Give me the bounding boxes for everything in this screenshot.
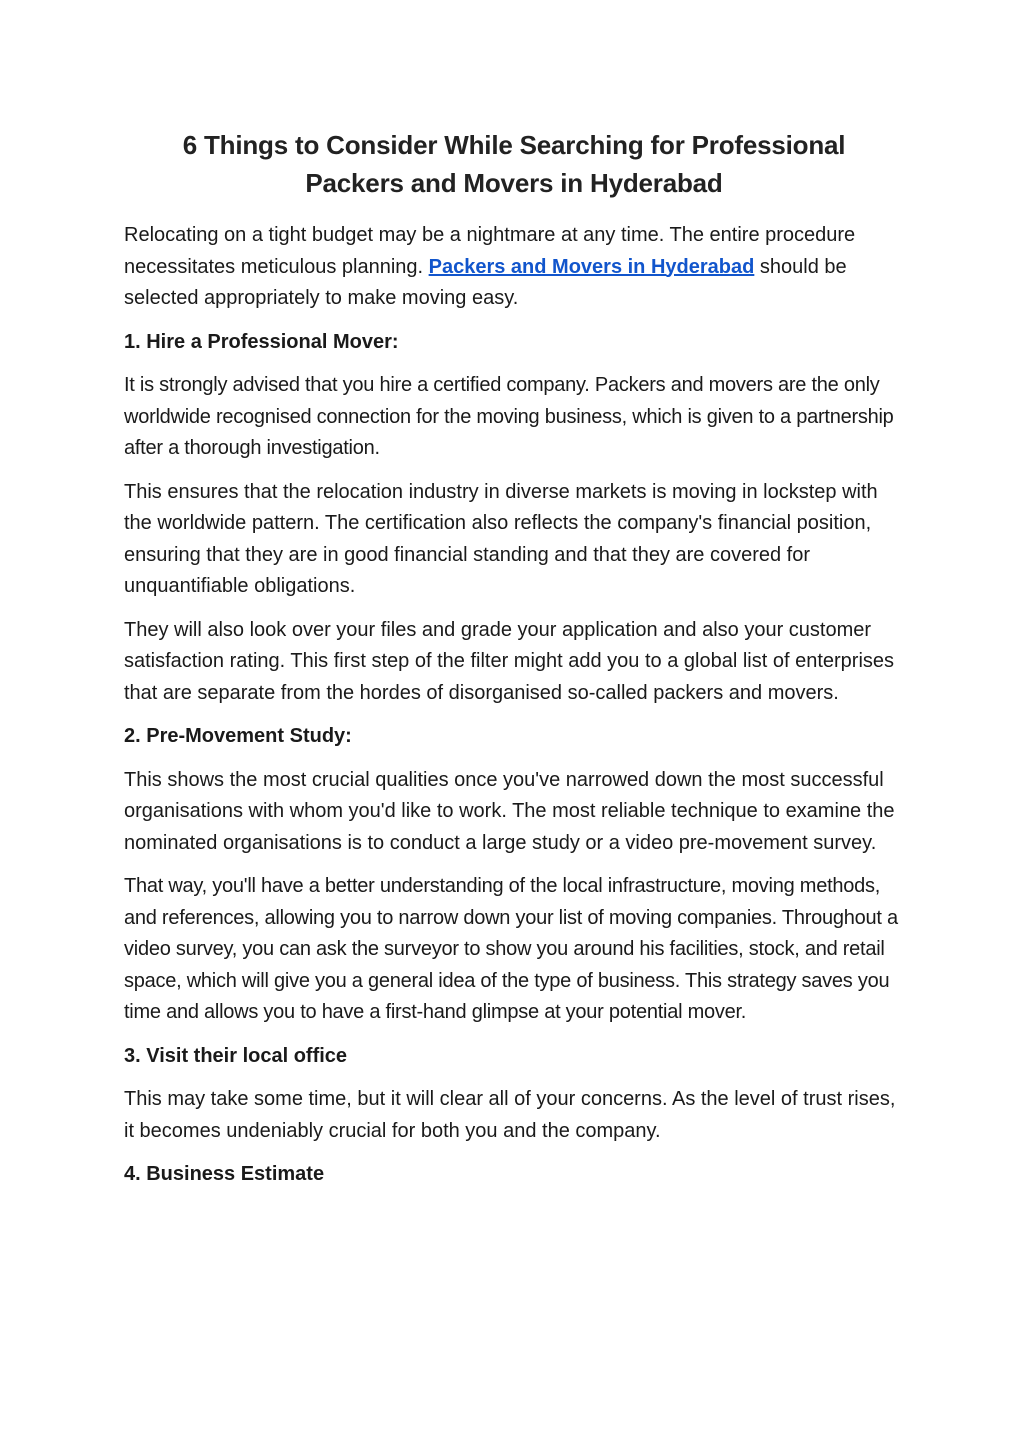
section-1-paragraph-1: It is strongly advised that you hire a certified company. Packers and movers are the only worldwide recognised connection for the moving business, which is given to a partnership after a thorough investigation. <box>124 374 894 459</box>
intro-paragraph <box>124 220 904 315</box>
section-1-paragraph-2: This ensures that the relocation industry in diverse markets is moving in lockstep with the worldwide pattern. The certification also reflects the company's financial position, ensuring that they are in good financial standing and that they are covered for unquantifiable obligations. <box>124 480 878 597</box>
intro-text-before-link: Relocating on a tight budget may be a nightmare at any time. The entire procedure necessitates meticulous planning. <box>124 224 856 278</box>
section-heading-pre-movement-study: 2. Pre-Movement Study: <box>124 725 352 747</box>
title-line-1: 6 Things to Consider While Searching for Professional <box>182 130 846 160</box>
document-title <box>124 126 904 202</box>
section-2-paragraph-2: That way, you'll have a better understanding of the local infrastructure, moving methods, and references, allowing you to narrow down your list of moving companies. Throughout a video survey, you can ask the surveyor to show you around his facilities, stock, and retail space, which will give you a general idea of the type of business. This strategy saves you time and allows you to have a first-hand glimpse at your potential mover. <box>124 875 898 1023</box>
section-heading-hire-professional-mover: 1. Hire a Professional Mover: <box>124 330 399 353</box>
packers-movers-hyderabad-link[interactable]: Packers and Movers in Hyderabad <box>428 255 755 278</box>
section-heading-business-estimate: 4. Business Estimate <box>124 1163 325 1185</box>
section-heading-visit-local-office: 3. Visit their local office <box>124 1044 348 1067</box>
document-page <box>124 126 904 1203</box>
title-line-2: Packers and Movers in Hyderabad <box>305 168 723 198</box>
intro-text-after-link: should be selected appropriately to make moving easy. <box>124 255 847 309</box>
section-2-paragraph-1: This shows the most crucial qualities once you've narrowed down the most successful organisations with whom you'd like to work. The most reliable technique to examine the nominated organisations is to conduct a large study or a video pre-movement survey. <box>124 768 895 854</box>
section-1-paragraph-3: They will also look over your files and grade your application and also your customer satisfaction rating. This first step of the filter might add you to a global list of enterprises that are separate from the hordes of disorganised so-called packers and movers. <box>124 618 895 704</box>
section-3-paragraph-1: This may take some time, but it will clear all of your concerns. As the level of trust rises, it becomes undeniably crucial for both you and the company. <box>124 1088 896 1142</box>
